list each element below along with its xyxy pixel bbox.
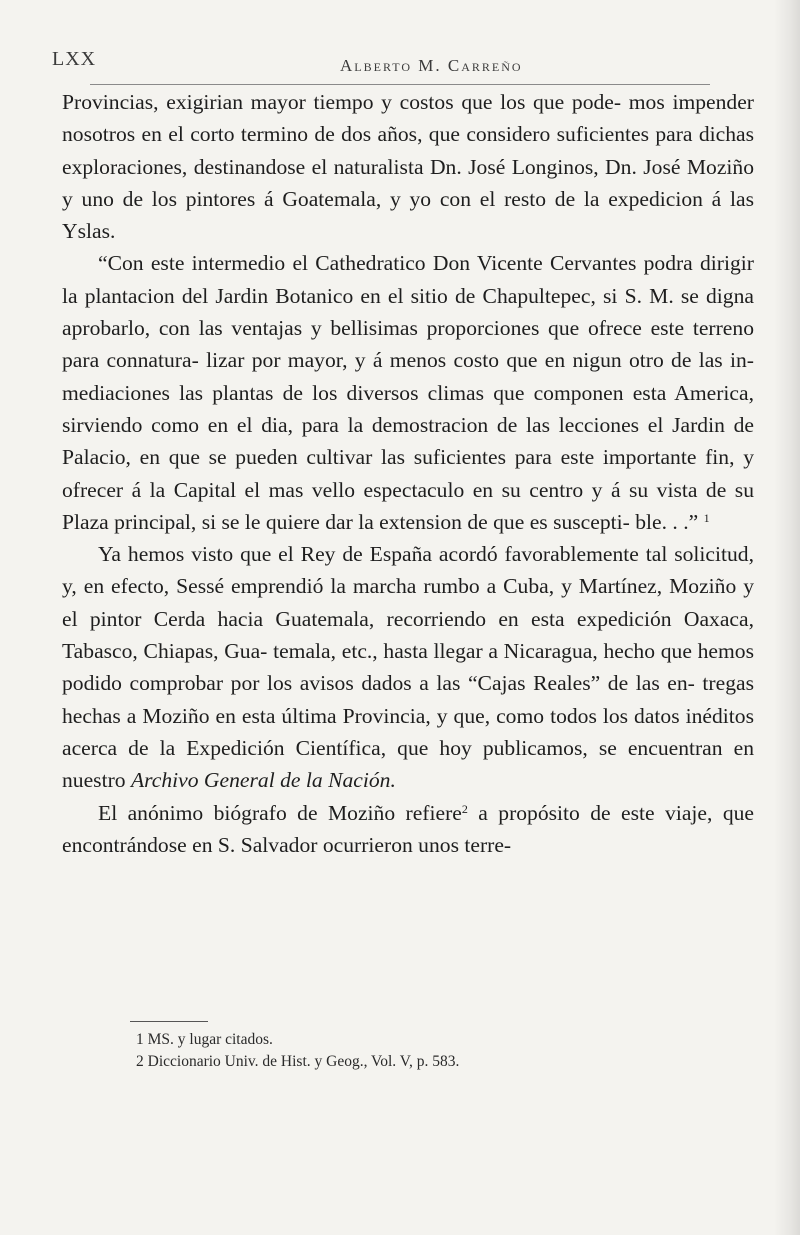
footnote-1: 1 MS. y lugar citados. (136, 1031, 273, 1048)
footnote-ref-2: 2 (461, 801, 468, 816)
paragraph-4 (62, 797, 754, 862)
page-header (40, 48, 760, 88)
page-number: LXX (52, 48, 97, 70)
page-edge-shadow (774, 0, 800, 1235)
footnote-2: 2 Diccionario Univ. de Hist. y Geog., Vol. V, p. 583. (136, 1053, 460, 1070)
running-head: Alberto M. Carreño (340, 56, 523, 75)
paragraph-3-text: Ya hemos visto que el Rey de España acordó favorablemente tal solicitud, y, en efecto, Sessé emprendió la marcha rumbo a Cuba, y Martínez, Moziño y el pintor Cerda hacia Guatemala, recorriendo en esta expedición Oaxaca, Tabasco, Chiapas, Gua- temala, etc., hasta llegar a Nicaragua, hecho que hemos podido comprobar por los avisos dados a las “Cajas Reales” de las en- tregas hechas a Moziño en esta última Provincia, y que, como todos los datos inéditos acerca de la Expedición Científica, que hoy publicamos, se encuentran en nuestro (62, 542, 754, 793)
footnotes (136, 1029, 756, 1073)
footnote-ref-1: 1 (703, 510, 710, 525)
paragraph-4-continuation: a propósito de este viaje, que encontrándose en S. Salvador ocurrieron unos terre- (62, 800, 754, 857)
footnote-rule (130, 1021, 208, 1022)
paragraph-4-text: El anónimo biógrafo de Moziño refiere (98, 800, 462, 825)
paragraph-3 (62, 538, 754, 796)
body-text (62, 86, 754, 861)
archive-title: Archivo General de la Nación. (130, 768, 396, 793)
paragraph-2-text: “Con este intermedio el Cathedratico Don Vicente Cervantes podra dirigir la plantacion del Jardin Botanico en el sitio de Chapultepec, si S. M. se digna aprobarlo, con las ventajas y bellisimas proporciones que ofrece este terreno para connatura- lizar por mayor, y á menos costo que en nigun otro de las in- mediaciones las plantas de los diversos climas que componen esta America, sirviendo como en el dia, para la demostracion de las lecciones el Jardin de Palacio, en que se pueden cultivar las suficientes para este importante fin, y ofrecer á la Capital el mas vello espectaculo en su centro y á su vista de su Plaza principal, si se le quiere dar la extension de que es suscepti- ble. . .” (62, 251, 754, 534)
paragraph-1: Provincias, exigirian mayor tiempo y costos que los que pode- mos impender nosotros en el corto termino de dos años, que considero suficientes para dichas exploraciones, destinandose el naturalista Dn. José Longinos, Dn. José Moziño y uno de los pintores á Goatemala, y yo con el resto de la expedicion á las Yslas. (62, 90, 754, 244)
paragraph-2 (62, 247, 754, 538)
header-rule (90, 84, 710, 85)
